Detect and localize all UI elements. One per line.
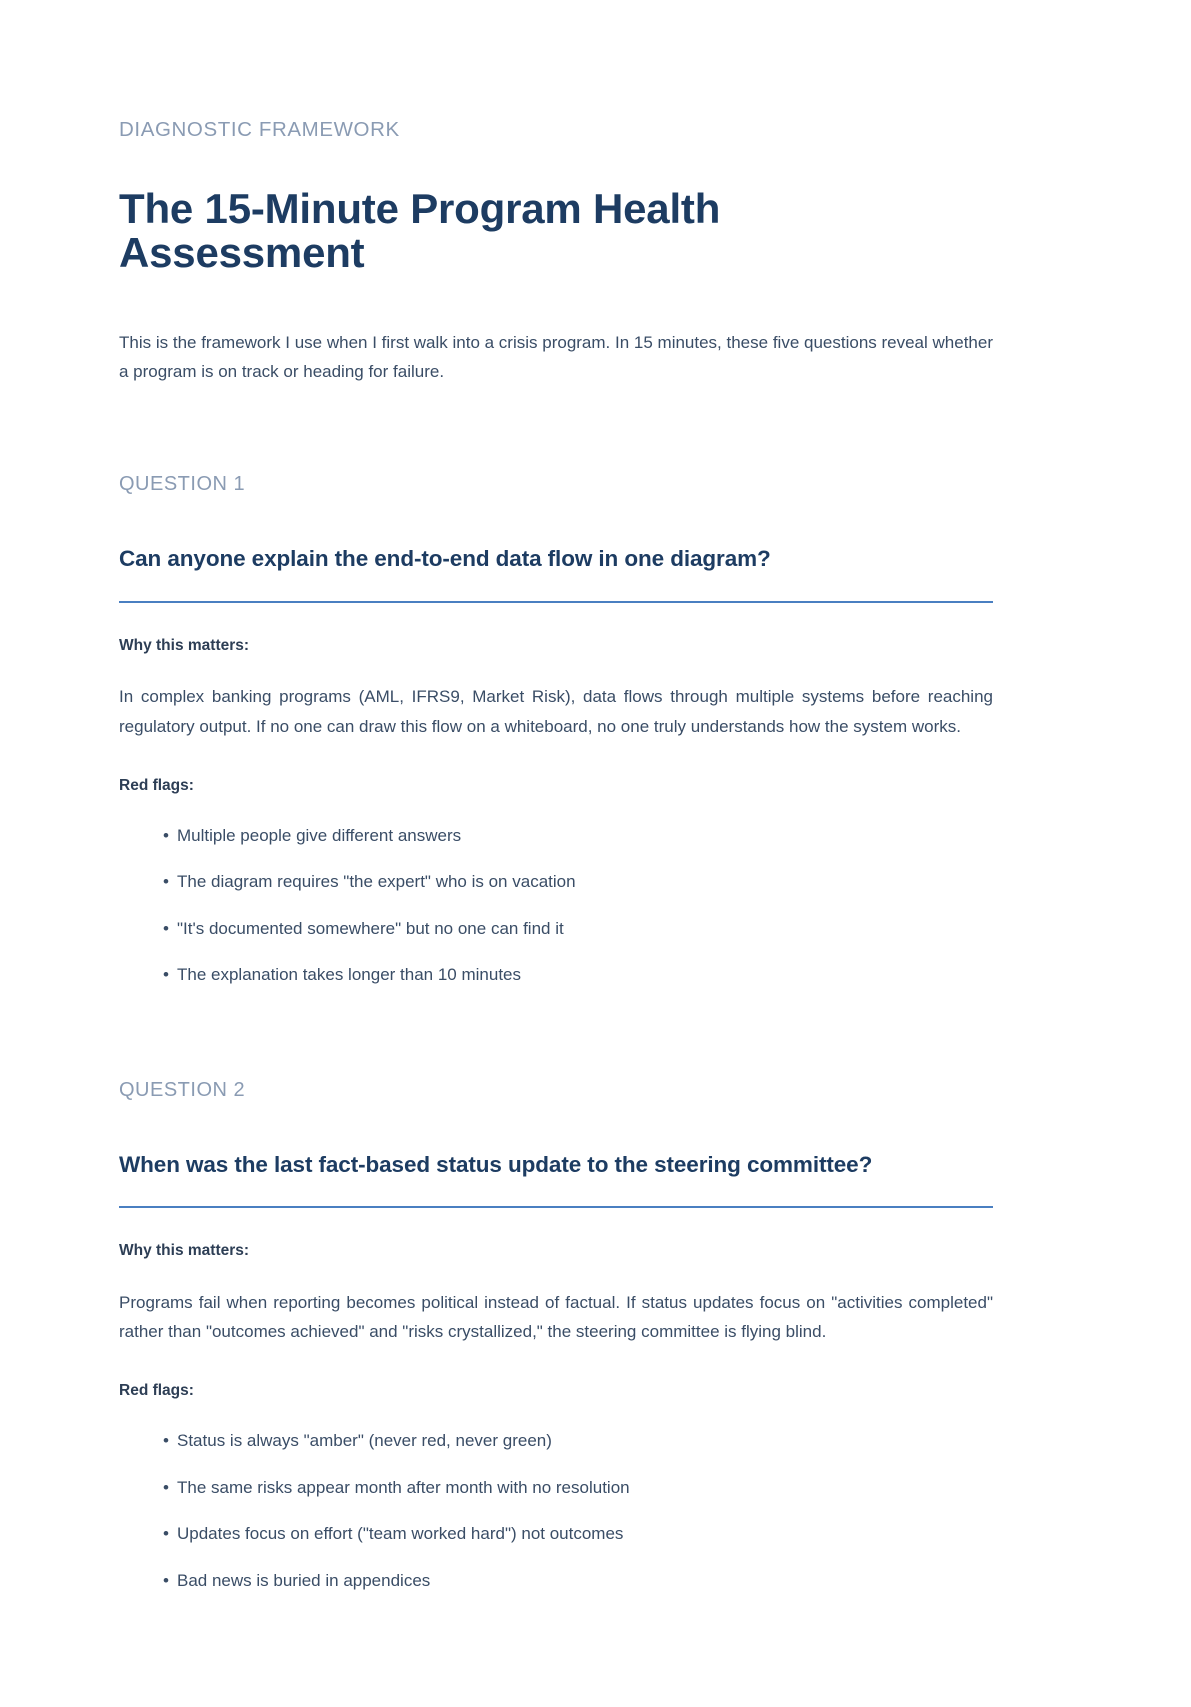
question-block-2	[119, 1078, 993, 1594]
list-item-label: "It's documented somewhere" but no one can find it	[177, 918, 564, 938]
why-this-matters-label-2: Why this matters:	[119, 1242, 250, 1260]
why-this-matters-text-2: Programs fail when reporting becomes political instead of factual. If status updates focus on "activities completed" rather than "outcomes achieved" and "risks crystallized," the steering committee is flying blind.	[119, 1293, 993, 1342]
page-title: The 15-Minute Program Health Assessment	[119, 184, 721, 277]
question-divider-1	[119, 601, 993, 603]
red-flags-list-2	[119, 1428, 993, 1593]
question-label-1: QUESTION 1	[119, 473, 246, 496]
document-kicker: DIAGNOSTIC FRAMEWORK	[119, 118, 400, 141]
list-item-label: The explanation takes longer than 10 minutes	[177, 965, 522, 985]
intro-paragraph: This is the framework I use when I first walk into a crisis program. In 15 minutes, these five questions reveal whether a program is on track or heading for failure.	[119, 332, 993, 381]
question-label-2: QUESTION 2	[119, 1078, 246, 1101]
list-item-label: Bad news is buried in appendices	[177, 1570, 431, 1590]
list-item	[163, 869, 993, 895]
list-item	[163, 823, 993, 849]
red-flags-label-1: Red flags:	[119, 776, 194, 794]
list-item	[163, 1521, 993, 1547]
bullet-icon: •	[163, 918, 169, 938]
list-item-label: The same risks appear month after month with no resolution	[177, 1477, 630, 1497]
list-item	[163, 1475, 993, 1501]
why-this-matters-text-1: In complex banking programs (AML, IFRS9, Market Risk), data flows through multiple systems before reaching regulatory output. If no one can draw this flow on a whiteboard, no one truly understands how the system works.	[119, 687, 993, 736]
list-item	[163, 916, 993, 942]
document-content	[119, 118, 993, 1593]
bullet-icon: •	[163, 1477, 169, 1497]
bullet-icon: •	[163, 1524, 169, 1544]
red-flags-label-2: Red flags:	[119, 1382, 194, 1400]
bullet-icon: •	[163, 1431, 169, 1451]
bullet-icon: •	[163, 825, 169, 845]
bullet-icon: •	[163, 965, 169, 985]
question-title-2: When was the last fact-based status update to the steering committee?	[119, 1151, 873, 1177]
list-item-label: Status is always "amber" (never red, never green)	[177, 1431, 552, 1451]
question-title-1: Can anyone explain the end-to-end data flow in one diagram?	[119, 546, 771, 572]
question-divider-2	[119, 1206, 993, 1208]
list-item-label: Updates focus on effort ("team worked hard") not outcomes	[177, 1524, 624, 1544]
question-block-1	[119, 472, 993, 988]
red-flags-list-1	[119, 823, 993, 988]
list-item-label: The diagram requires "the expert" who is on vacation	[177, 872, 576, 892]
why-this-matters-label-1: Why this matters:	[119, 636, 250, 654]
section-spacer	[119, 1042, 993, 1078]
list-item-label: Multiple people give different answers	[177, 825, 462, 845]
list-item	[163, 962, 993, 988]
bullet-icon: •	[163, 1570, 169, 1590]
list-item	[163, 1568, 993, 1594]
list-item	[163, 1428, 993, 1454]
bullet-icon: •	[163, 872, 169, 892]
